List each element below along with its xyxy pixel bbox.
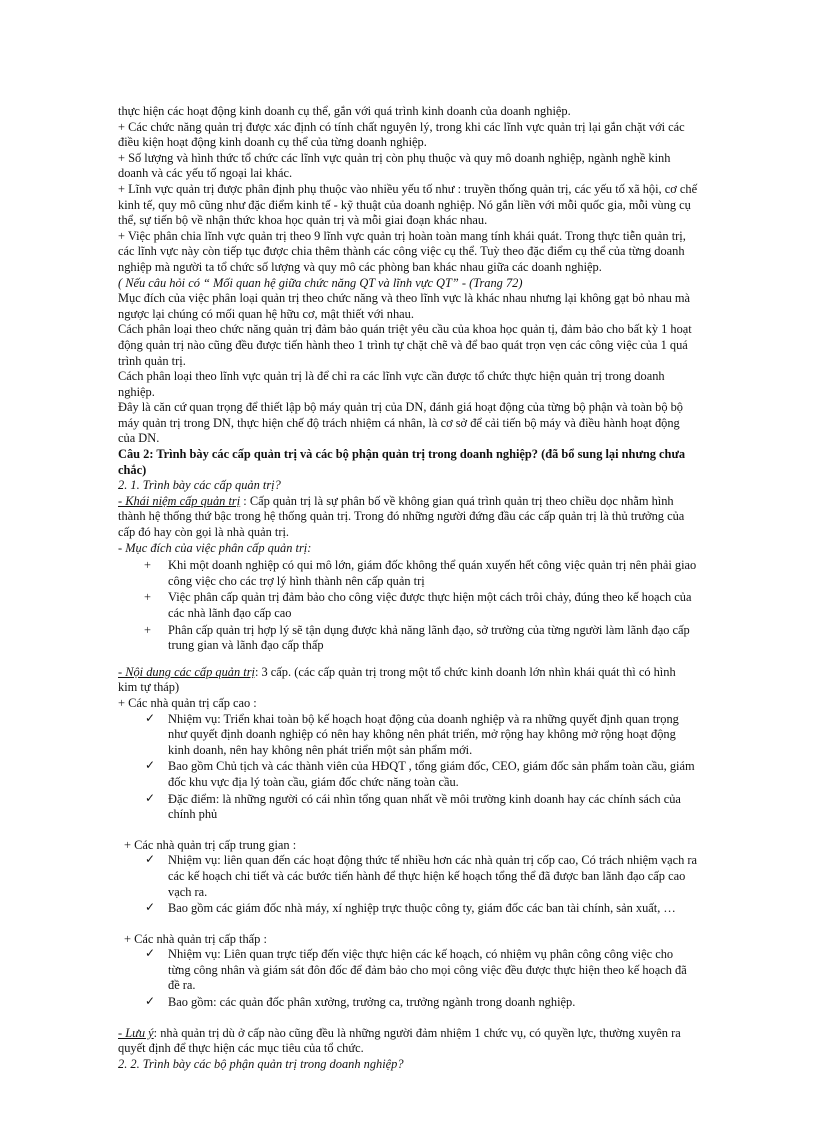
list-item: + Phân cấp quản trị hợp lý sẽ tận dụng được khả năng lãnh đạo, sở trường của từng người làm lãnh đạo cấp trung gian và lãnh đạo cấp thấp <box>144 622 690 653</box>
note-paragraph <box>118 1026 698 1057</box>
paragraph: + Số lượng và hình thức tổ chức các lĩnh vực quản trị còn phụ thuộc và quy mô doanh nghiệp, ngành nghề kinh doanh và các yếu tố ngoại lai khác. <box>118 150 671 181</box>
checkmark-icon: ✓ <box>145 946 156 961</box>
checkmark-icon: ✓ <box>145 790 156 805</box>
checkmark-icon: ✓ <box>145 758 156 773</box>
plus-bullet-icon: + <box>144 558 151 573</box>
concept-text: : Cấp quản trị là sự phân bố về không gian quá trình quản trị theo chiều dọc nhằm hình thành hệ thống thứ bậc trong hệ thống quản trị. Trong đó những người đứng đầu các cấp quản trị là thủ trưởng của cấp đó hay còn gọi là nhà quản trị. <box>118 493 685 540</box>
list-item: ✓ Đặc điểm: là những người có cái nhìn tổng quan nhất về môi trường kinh doanh hay các chính sách của chính phủ <box>145 790 681 822</box>
senior-managers-title: + Các nhà quản trị cấp cao : <box>118 695 257 710</box>
list-item: ✓ Nhiệm vụ: Triển khai toàn bộ kế hoạch hoạt động của doanh nghiệp và ra những quyết định quan trọng như quyết định doanh nghiệp có nên hay không nên phát triển, mở rộng hay không mở rộng hoạt động kinh doanh, nên hay không nên phát triển một sản phẩm mới. <box>145 710 679 757</box>
paragraph: Đây là căn cứ quan trọng để thiết lập bộ máy quản trị của DN, đánh giá hoạt động của từng bộ phận và toàn bộ bộ máy quản trị trong DN, thực hiện chế độ trách nhiệm cá nhân, là cơ sở để cải tiến bộ máy và điều hành hoạt động của DN. <box>118 400 684 446</box>
note-text: : nhà quản trị dù ở cấp nào cũng đều là những người đảm nhiệm 1 chức vụ, có quyền lực, thường xuyên ra quyết định để thực hiện các mục tiêu của tổ chức. <box>118 1025 681 1056</box>
purpose-label: - Mục đích của việc phân cấp quản trị: <box>118 540 312 555</box>
list-item: ✓ Bao gồm: các quản đốc phân xưởng, trưởng ca, trưởng ngành trong doanh nghiệp. <box>145 994 576 1010</box>
content-paragraph <box>118 665 698 696</box>
list-item: + Việc phân cấp quản trị đảm bảo cho công việc được thực hiện một cách trôi chảy, đúng theo kế hoạch của các nhà lãnh đạo cấp cao <box>144 590 692 620</box>
list-item: ✓ Bao gồm Chủ tịch và các thành viên của HĐQT , tổng giám đốc, CEO, giám đốc sản phẩm toàn cầu, giám đốc khu vực địa lý toàn cầu, giám đốc chức năng toàn cầu. <box>145 758 695 789</box>
content-label: - Nội dung các cấp quản trị <box>118 664 255 679</box>
paragraph: thực hiện các hoạt động kinh doanh cụ thể, gắn với quá trình kinh doanh của doanh nghiệp. <box>118 104 571 118</box>
lower-managers-title: + Các nhà quản trị cấp thấp : <box>124 931 267 946</box>
purpose-list <box>118 558 698 654</box>
note-question: ( Nếu câu hỏi có “ Mối quan hệ giữa chức năng QT và lĩnh vực QT” - (Trang 72) <box>118 275 523 290</box>
paragraph: + Việc phân chia lĩnh vực quản trị theo 9 lĩnh vực quản trị hoàn toàn mang tính khái quát. Trong thực tiễn quản trị, các lĩnh vực này còn tiếp tục được chia thêm thành các công việc cụ thể. Tuỳ theo đặc điểm cụ thể của từng doanh nghiệp mà người ta tổ chức số lượng và quy mô các phòng ban khác nhau giữa các doanh nghiệp. <box>118 228 686 274</box>
note-label: - Lưu ý <box>118 1025 154 1040</box>
question-2-heading: Câu 2: Trình bày các cấp quản trị và các bộ phận quản trị trong doanh nghiệp? (đã bổ sung lại nhưng chưa chắc) <box>118 447 686 477</box>
middle-managers-title: + Các nhà quản trị cấp trung gian : <box>124 837 297 852</box>
senior-managers-list <box>118 712 698 823</box>
content-text: : 3 cấp. (các cấp quản trị trong một tổ chức kinh doanh lớn nhìn khái quát thì có hình kim tự tháp) <box>118 664 676 695</box>
paragraph: Cách phân loại theo chức năng quản trị đảm bảo quán triệt yêu cầu của khoa học quản tị, đảm bảo cho bất kỳ 1 hoạt động quản trị nào cũng đều được tiến hành theo 1 trình tự chặt chẽ và để bao quát trọn vẹn các công việc của 1 quá trình quản trị. <box>118 322 692 368</box>
section-2-2-heading: 2. 2. Trình bày các bộ phận quản trị trong doanh nghiệp? <box>118 1056 404 1071</box>
checkmark-icon: ✓ <box>145 994 156 1009</box>
list-item: ✓ Nhiệm vụ: Liên quan trực tiếp đến việc thực hiện các kế hoạch, có nhiệm vụ phân công công việc cho từng công nhân và giám sát đôn đốc để đảm bảo cho mọi công việc đều được thực hiện theo kế hoạch đã đề ra. <box>145 946 687 993</box>
document-page <box>118 104 698 1072</box>
list-item: + Khi một doanh nghiệp có qui mô lớn, giám đốc không thể quán xuyến hết công việc quản trị nên phải giao công việc cho các trợ lý hình thành nên cấp quản trị <box>144 558 697 588</box>
plus-bullet-icon: + <box>144 622 151 637</box>
middle-managers-list <box>118 853 698 916</box>
concept-paragraph <box>118 494 698 541</box>
paragraph: Cách phân loại theo lĩnh vực quản trị là để chỉ ra các lĩnh vực cần được tổ chức thực hiện quản trị trong doanh nghiệp. <box>118 369 665 399</box>
checkmark-icon: ✓ <box>145 852 156 867</box>
section-2-1-heading: 2. 1. Trình bày các cấp quản trị? <box>118 478 281 493</box>
lower-managers-list <box>118 947 698 1010</box>
concept-label: - Khái niệm cấp quản trị <box>118 493 241 508</box>
checkmark-icon: ✓ <box>145 710 156 725</box>
list-item: ✓ Nhiệm vụ: liên quan đến các hoạt động thức tế nhiều hơn các nhà quản trị cốp cao, Có trách nhiệm vạch ra các kế hoạch chi tiết và các bước tiến hành để thực hiện kế hoạch tổng thể đã được ban lãnh đạo cấp cao vạch ra. <box>145 852 698 899</box>
checkmark-icon: ✓ <box>145 900 156 915</box>
paragraph: + Các chức năng quản trị được xác định có tính chất nguyên lý, trong khi các lĩnh vực quản trị lại gắn chặt với các điều kiện hoạt động kinh doanh cụ thể của từng doanh nghiệp. <box>118 119 685 150</box>
paragraph: + Lĩnh vực quản trị được phân định phụ thuộc vào nhiều yếu tố như : truyền thống quản trị, các yếu tố xã hội, cơ chế kinh tế, quy mô cũng như đặc điểm kinh tế - kỹ thuật của doanh nghiệp. Nó gắn liền với mỗi quốc gia, mỗi vùng cụ thể, sự tiến bộ về nhận thức khoa học quản trị và mỗi giai đoạn khác nhau. <box>118 181 698 228</box>
list-item: ✓ Bao gồm các giám đốc nhà máy, xí nghiệp trực thuộc công ty, giám đốc các ban tài chính, sản xuất, … <box>145 900 676 916</box>
plus-bullet-icon: + <box>144 590 151 605</box>
paragraph: Mục đích của việc phân loại quản trị theo chức năng và theo lĩnh vực là khác nhau nhưng lại không gạt bỏ nhau mà ngược lại chúng có mối quan hệ hữu cơ, mật thiết với nhau. <box>118 291 691 321</box>
